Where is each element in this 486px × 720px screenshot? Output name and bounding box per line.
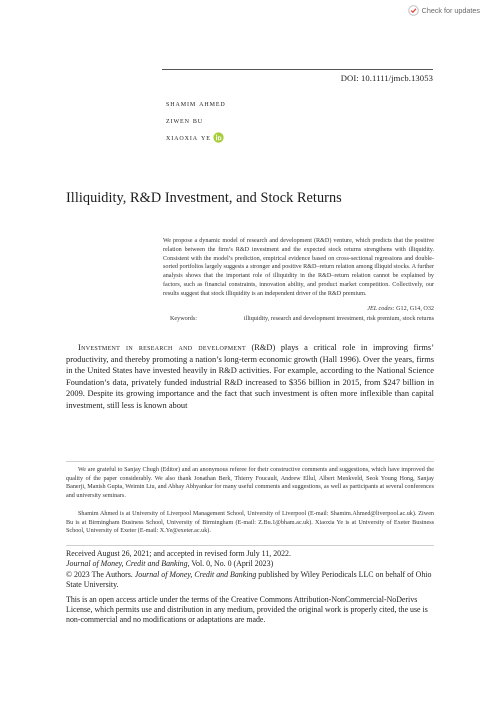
intro-text: (R&D) plays a critical role in improving firms’ productivity, and thereby promoting a nation’s long-term economic growth (Hall 1996). Over the years, firms in the United States have invested heavily in R&D activities. For example, according to the National Science Foundation’s data, privately funded industrial R&D increased to $356 billion in 2015, from $247 billion in 2009. Despite its growing importance and the fact that such investment is often more inflexible than capital investment, still less is known about	[66, 343, 434, 410]
author-name: shamim ahmed	[166, 98, 226, 108]
article-title: Illiquidity, R&D Investment, and Stock Returns	[66, 190, 342, 206]
author-2	[166, 112, 226, 129]
author-name: ziwen bu	[166, 115, 204, 125]
footnote-rule	[66, 461, 434, 462]
journal-issue: , Vol. 0, No. 0 (April 2023)	[187, 559, 274, 569]
copyright-suffix: published by Wiley Periodicals LLC on behalf of Ohio State University.	[66, 569, 432, 590]
copyright-line	[66, 570, 436, 591]
author-1	[166, 95, 226, 112]
keywords-text: illiquidity, research and development investment, risk premium, stock returns	[243, 316, 434, 322]
keywords-label: Keywords:	[170, 316, 197, 322]
author-3	[166, 129, 226, 146]
intro-lead: Investment in research and development	[78, 343, 246, 352]
affiliation-footnote: Shamim Ahmed is at University of Liverpool Management School, University of Liverpool (E-mail: Shamim.Ahmed@liverpool.ac.uk). Ziwen Bu is at Birmingham Business School, University of Birmingham (E-mail: Z.Bu.1@bham.ac.uk). Xiaoxia Ye is at University of Exeter Business School, University of Exeter (E-mail: X.Ye@exeter.ac.uk).	[66, 511, 434, 535]
orcid-icon[interactable]	[213, 132, 224, 143]
abstract: We propose a dynamic model of research and development (R&D) venture, which predicts that the positive relation between the firm’s R&D investment and the expected stock returns strengthens with illiquidity. Consistent with the model’s prediction, empirical evidence based on cross-sectional regressions and double-sorted portfolios largely suggests a stronger and positive R&D–return relation among illiquid stocks. A further analysis shows that the important role of illiquidity in the R&D–return relation cannot be explained by factors, such as financial constraints, innovation ability, and product market competition. Collectively, our results suggest that stock illiquidity is an independent driver of the R&D premium.	[163, 238, 434, 297]
received-line: Received August 26, 2021; and accepted in revised form July 11, 2022.	[66, 549, 291, 558]
check-for-updates-badge[interactable]	[408, 3, 480, 17]
journal-name: Journal of Money, Credit and Banking	[66, 559, 188, 569]
license-statement[interactable]: This is an open access article under the terms of the Creative Commons Attribution-NonCommercial-NoDerivs License, which permits use and distribution in any medium, provided the original work is properly cited, the use is non-commercial and no modifications or adaptations are made.	[66, 594, 428, 625]
jel-codes	[367, 306, 434, 312]
jel-label: JEL codes:	[367, 306, 395, 312]
doi[interactable]: DOI: 10.1111/jmcb.13053	[340, 73, 433, 83]
check-for-updates-icon	[408, 5, 419, 16]
keywords	[170, 315, 434, 324]
intro-paragraph	[66, 342, 434, 412]
author-list	[166, 95, 226, 146]
jel-values: G12, G14, O32	[396, 306, 434, 312]
journal-line	[66, 559, 436, 569]
publication-rule	[66, 545, 434, 546]
copyright-prefix: © 2023 The Authors.	[66, 569, 135, 579]
header-rule	[162, 69, 433, 70]
publication-info	[66, 549, 436, 626]
copyright-journal: Journal of Money, Credit and Banking	[134, 569, 257, 579]
acknowledgement-footnote: We are grateful to Sanjay Chugh (Editor) and an anonymous referee for their constructive comments and suggestions, which have improved the quality of the paper considerably. We also thank Jonathan Berk, Thierry Foucault, Andrew Ellul, Albert Menkveld, Seok Young Hong, Sanjay Banerji, Manish Gupta, Weimin Liu, and Abhay Abhyankar for many useful comments and suggestions, as well as participants at several conferences and university seminars.	[66, 467, 434, 499]
check-for-updates-label: Check for updates	[421, 5, 480, 15]
author-name: xiaoxia ye	[166, 132, 211, 142]
